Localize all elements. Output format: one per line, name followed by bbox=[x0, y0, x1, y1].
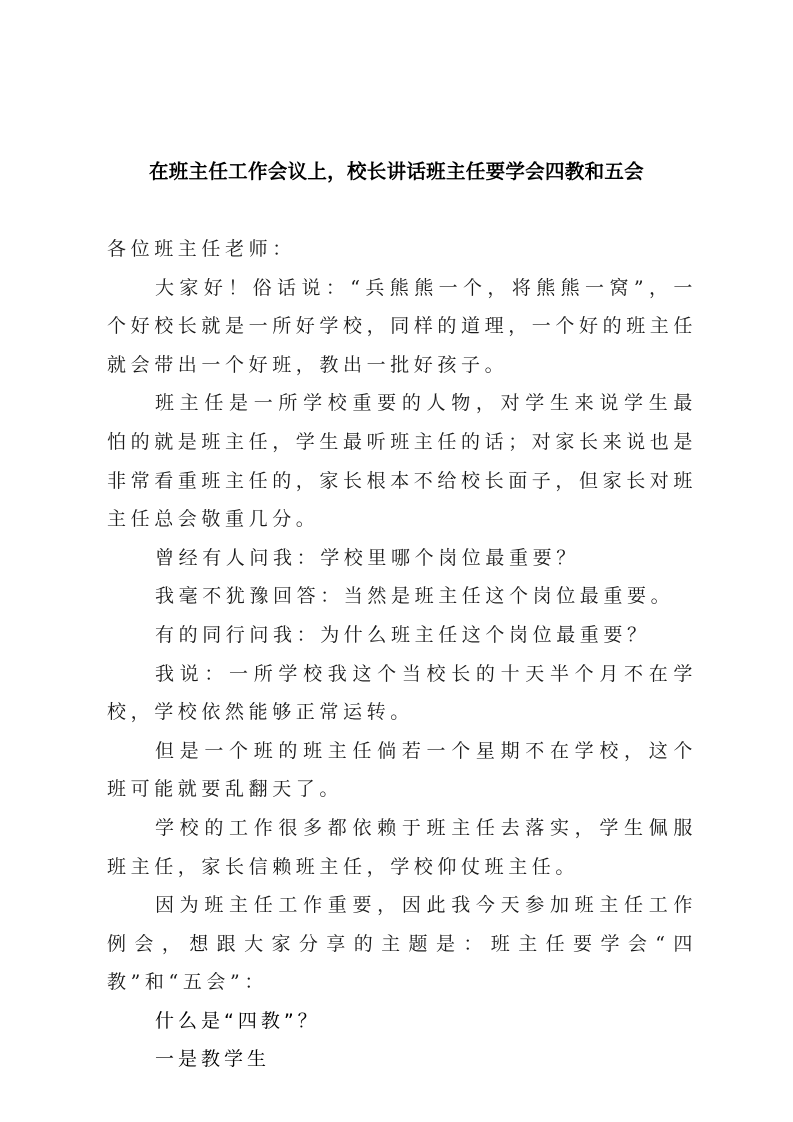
paragraph-question: 曾经有人问我：学校里哪个岗位最重要？ bbox=[155, 546, 580, 569]
paragraph-principal-absence: 我说：一所学校我这个当校长的十天半个月不在学校，学校依然能够正常运转。 bbox=[107, 662, 697, 724]
paragraph-topic-intro: 因为班主任工作重要，因此我今天参加班主任工作例会，想跟大家分享的主题是：班主任要学会“四教”和“五会”： bbox=[107, 894, 697, 994]
paragraph-teacher-absence: 但是一个班的班主任倘若一个星期不在学校，这个班可能就要乱翻天了。 bbox=[107, 739, 697, 801]
paragraph-reliance: 学校的工作很多都依赖于班主任去落实，学生佩服班主任，家长信赖班主任，学校仰仗班主任。 bbox=[107, 816, 697, 878]
section-heading-four-teachings: 什么是“四教”？ bbox=[155, 1009, 321, 1032]
subheading-teach-students: 一是教学生 bbox=[155, 1048, 271, 1071]
paragraph-role-importance: 班主任是一所学校重要的人物，对学生来说学生最怕的就是班主任，学生最听班主任的话；对家长来说也是非常看重班主任的，家长根本不给校长面子，但家长对班主任总会敬重几分。 bbox=[107, 392, 698, 531]
paragraph-greeting: 大家好！俗话说：“兵熊熊一个，将熊熊一窝”，一个好校长就是一所好学校，同样的道理，一个好的班主任就会带出一个好班，教出一批好孩子。 bbox=[107, 276, 698, 376]
paragraph-answer: 我毫不犹豫回答：当然是班主任这个岗位最重要。 bbox=[155, 585, 675, 608]
salutation: 各位班主任老师： bbox=[107, 238, 296, 260]
document-body bbox=[107, 230, 697, 1079]
paragraph-peer-question: 有的同行问我：为什么班主任这个岗位最重要？ bbox=[155, 623, 651, 646]
document-title: 在班主任工作会议上，校长讲话班主任要学会四教和五会 bbox=[148, 160, 644, 183]
